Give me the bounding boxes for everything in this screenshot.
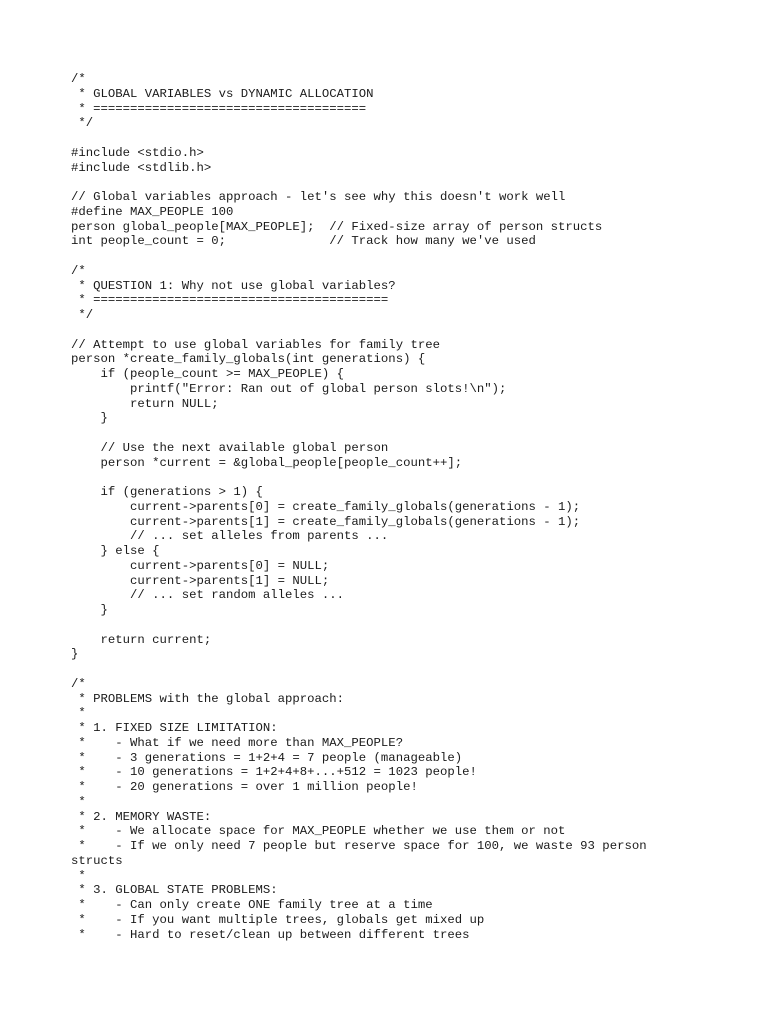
code-line: * - Hard to reset/clean up between different trees xyxy=(71,927,470,942)
code-document xyxy=(71,72,761,942)
code-line: if (people_count >= MAX_PEOPLE) { xyxy=(71,367,345,381)
code-line: /* xyxy=(71,676,86,691)
code-line: current->parents[0] = create_family_globals(generations - 1); xyxy=(71,499,581,514)
code-line: // Attempt to use global variables for family tree xyxy=(71,337,440,352)
code-line: int people_count = 0; // Track how many we've used xyxy=(71,234,536,249)
code-line: structs xyxy=(71,853,123,868)
code-line xyxy=(71,175,761,190)
code-line: * ===================================== xyxy=(71,101,367,116)
code-line: * 1. FIXED SIZE LIMITATION: xyxy=(71,721,278,735)
code-line: * - What if we need more than MAX_PEOPLE? xyxy=(71,735,404,750)
code-line: // Use the next available global person xyxy=(71,440,389,455)
code-line: * PROBLEMS with the global approach: xyxy=(71,691,345,706)
code-line: /* xyxy=(71,72,86,86)
code-line: #include <stdlib.h> xyxy=(71,160,212,175)
code-line: #include <stdio.h> xyxy=(71,145,204,160)
code-line: } else { xyxy=(71,544,160,558)
code-line: * - Can only create ONE family tree at a time xyxy=(71,898,433,912)
code-line xyxy=(71,662,761,677)
code-line: * - 20 generations = over 1 million people! xyxy=(71,780,418,794)
code-line: /* xyxy=(71,263,86,278)
code-line: printf("Error: Ran out of global person slots!\n"); xyxy=(71,381,507,396)
code-line: * 3. GLOBAL STATE PROBLEMS: xyxy=(71,883,278,898)
code-line: * QUESTION 1: Why not use global variables? xyxy=(71,278,396,293)
code-line xyxy=(71,426,761,441)
code-line xyxy=(71,131,761,146)
code-line: * xyxy=(71,868,86,883)
code-line: if (generations > 1) { xyxy=(71,485,263,499)
code-line: * - We allocate space for MAX_PEOPLE whether we use them or not xyxy=(71,824,566,839)
code-line: current->parents[1] = create_family_globals(generations - 1); xyxy=(71,514,581,529)
code-line: */ xyxy=(71,308,94,322)
code-line: * - 10 generations = 1+2+4+8+...+512 = 1023 people! xyxy=(71,765,477,780)
code-line: person *current = &global_people[people_count++]; xyxy=(71,455,463,470)
code-line: person *create_family_globals(int generations) { xyxy=(71,352,426,367)
code-line xyxy=(71,323,761,338)
code-line xyxy=(71,249,761,264)
code-line: * - 3 generations = 1+2+4 = 7 people (manageable) xyxy=(71,750,463,765)
code-line: return NULL; xyxy=(71,396,219,411)
code-line: person global_people[MAX_PEOPLE]; // Fixed-size array of person structs xyxy=(71,219,603,234)
code-line: * GLOBAL VARIABLES vs DYNAMIC ALLOCATION xyxy=(71,86,374,101)
code-line: return current; xyxy=(71,632,212,647)
code-line: current->parents[1] = NULL; xyxy=(71,573,330,588)
code-line: // Global variables approach - let's see why this doesn't work well xyxy=(71,190,566,204)
code-line: * xyxy=(71,794,86,809)
code-line xyxy=(71,470,761,485)
code-line: #define MAX_PEOPLE 100 xyxy=(71,204,234,219)
code-line: * ======================================== xyxy=(71,293,389,308)
code-line: } xyxy=(71,411,108,426)
code-line: * - If we only need 7 people but reserve space for 100, we waste 93 person xyxy=(71,839,647,853)
code-line: * - If you want multiple trees, globals get mixed up xyxy=(71,912,485,927)
code-line xyxy=(71,618,761,633)
code-line: current->parents[0] = NULL; xyxy=(71,558,330,573)
code-line: // ... set alleles from parents ... xyxy=(71,529,389,544)
code-line: * 2. MEMORY WASTE: xyxy=(71,809,212,824)
code-line: */ xyxy=(71,116,94,131)
code-line: } xyxy=(71,647,79,662)
code-line: * xyxy=(71,706,86,721)
code-line: // ... set random alleles ... xyxy=(71,588,345,603)
code-line: } xyxy=(71,603,108,617)
